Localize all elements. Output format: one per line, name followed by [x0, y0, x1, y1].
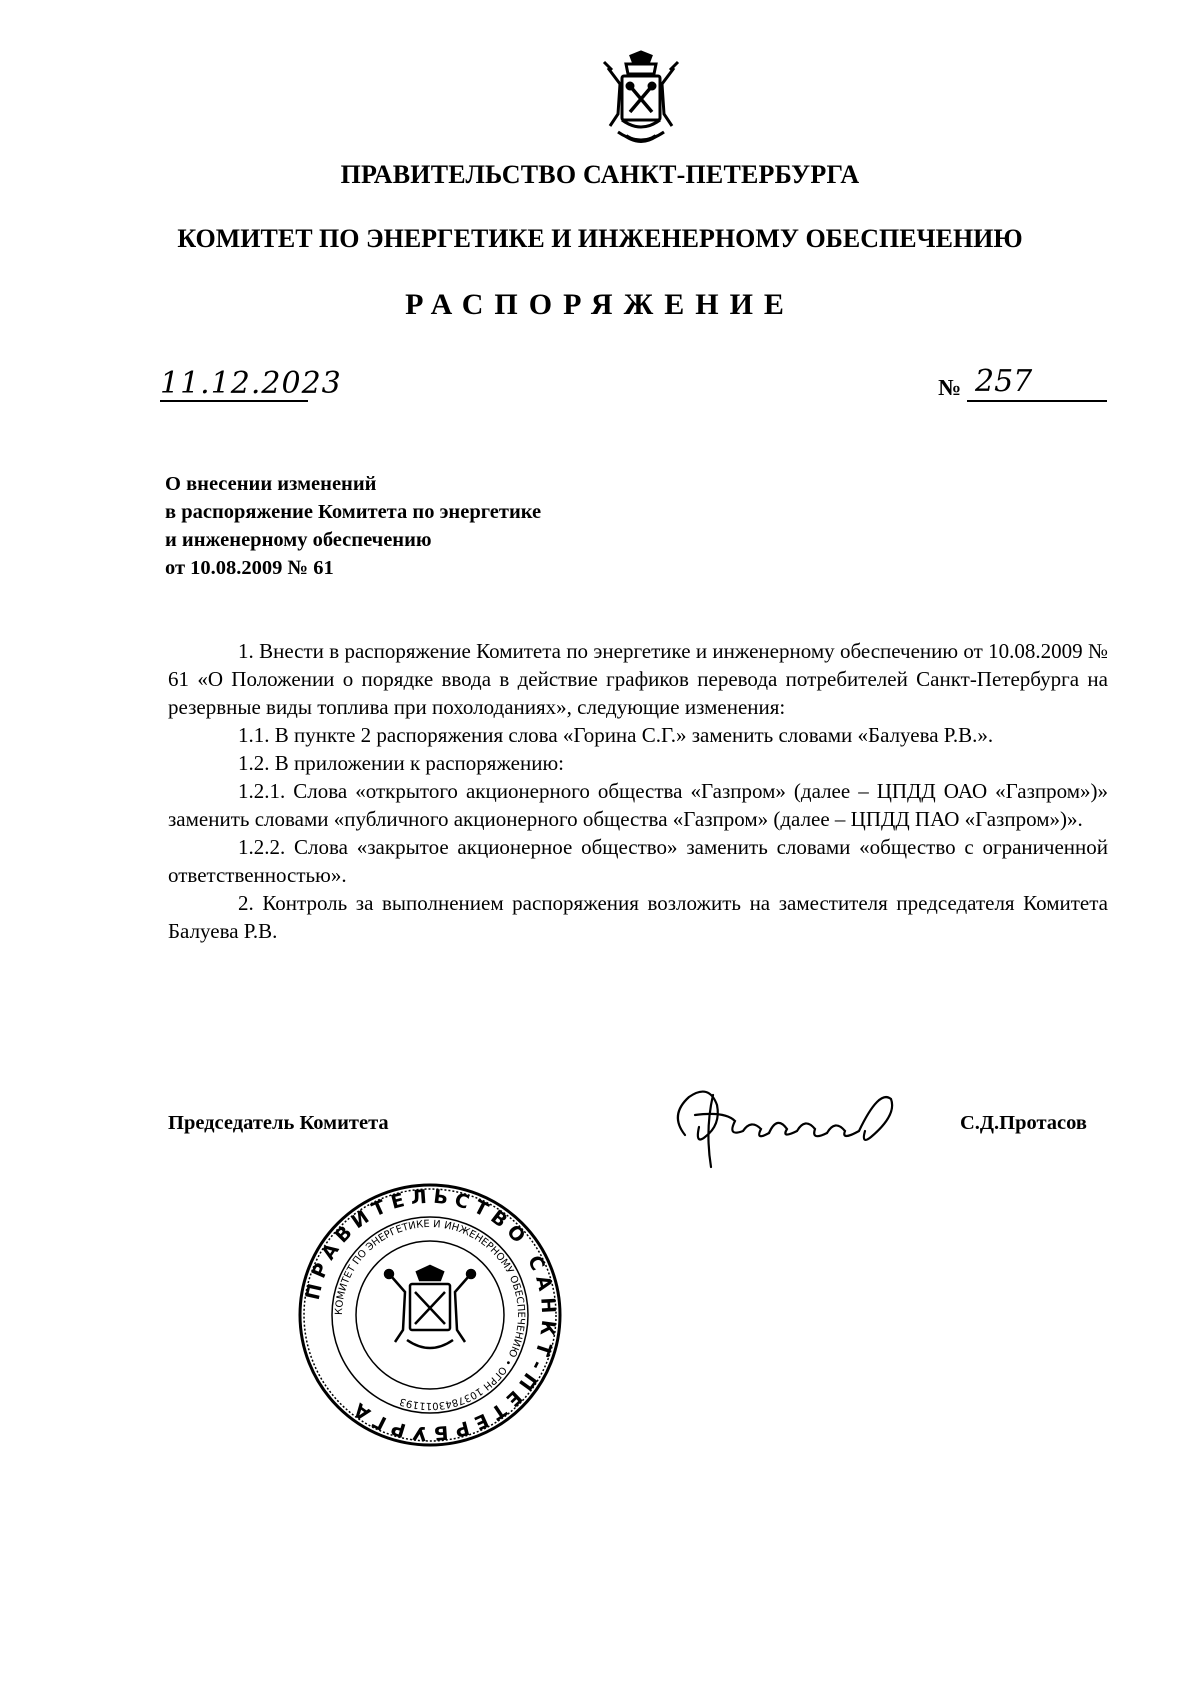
- paragraph-1-2: 1.2. В приложении к распоряжению:: [238, 751, 565, 775]
- committee-title: КОМИТЕТ ПО ЭНЕРГЕТИКЕ И ИНЖЕНЕРНОМУ ОБЕСПЕЧЕНИЮ: [177, 224, 1023, 253]
- signer-name: С.Д.Протасов: [960, 1112, 1087, 1134]
- paragraph-1-2-1: 1.2.1. Слова «открытого акционерного общества «Газпром» (далее – ЦПДД ОАО «Газпром»)» заменить словами «публичного акционерного общества «Газпром» (далее – ЦПДД ПАО «Газпром»)».: [168, 779, 1108, 831]
- subject-line: и инженерному обеспечению: [165, 529, 432, 551]
- signer-position: Председатель Комитета: [168, 1112, 389, 1134]
- document-body: [168, 637, 1108, 945]
- number-label: №: [938, 375, 962, 400]
- paragraph-1-2-2: 1.2.2. Слова «закрытое акционерное общество» заменить словами «общество с ограниченной ответственностью».: [168, 835, 1108, 887]
- subject-line: О внесении изменений: [165, 473, 377, 495]
- svg-text:КОМИТЕТ ПО ЭНЕРГЕТИКЕ И ИНЖЕНЕ: [334, 1219, 526, 1411]
- handwritten-signature: [665, 1075, 915, 1175]
- paragraph-1: 1. Внести в распоряжение Комитета по энергетике и инженерному обеспечению от 10.08.2009 № 61 «О Положении о порядке ввода в действие графиков перевода потребителей Санкт-Петербурга на резервные виды топлива при похолоданиях», следующие изменения:: [168, 639, 1108, 719]
- document-date: 11.12.2023: [160, 366, 342, 401]
- subject-line: от 10.08.2009 № 61: [165, 557, 334, 579]
- document-number: 257: [975, 364, 1033, 399]
- government-title: ПРАВИТЕЛЬСТВО САНКТ-ПЕТЕРБУРГА: [340, 160, 860, 189]
- paragraph-1-1: 1.1. В пункте 2 распоряжения слова «Горина С.Г.» заменить словами «Балуева Р.В.».: [238, 723, 994, 747]
- subject-line: в распоряжение Комитета по энергетике: [165, 501, 542, 523]
- paragraph-2: 2. Контроль за выполнением распоряжения возложить на заместителя председателя Комитета Балуева Р.В.: [168, 891, 1108, 943]
- official-seal: [295, 1180, 565, 1450]
- document-type-title: РАСПОРЯЖЕНИЕ: [405, 288, 795, 321]
- seal-emblem-icon: [385, 1266, 475, 1348]
- seal-inner-text: КОМИТЕТ ПО ЭНЕРГЕТИКЕ И ИНЖЕНЕРНОМУ ОБЕСПЕЧЕНИЮ • ОГРН 1037843011193: [333, 1218, 527, 1412]
- document-subject: [165, 470, 541, 582]
- coat-of-arms-icon: [596, 50, 686, 150]
- seal-outer-text: ПРАВИТЕЛЬСТВО САНКТ-ПЕТЕРБУРГА: [301, 1185, 560, 1445]
